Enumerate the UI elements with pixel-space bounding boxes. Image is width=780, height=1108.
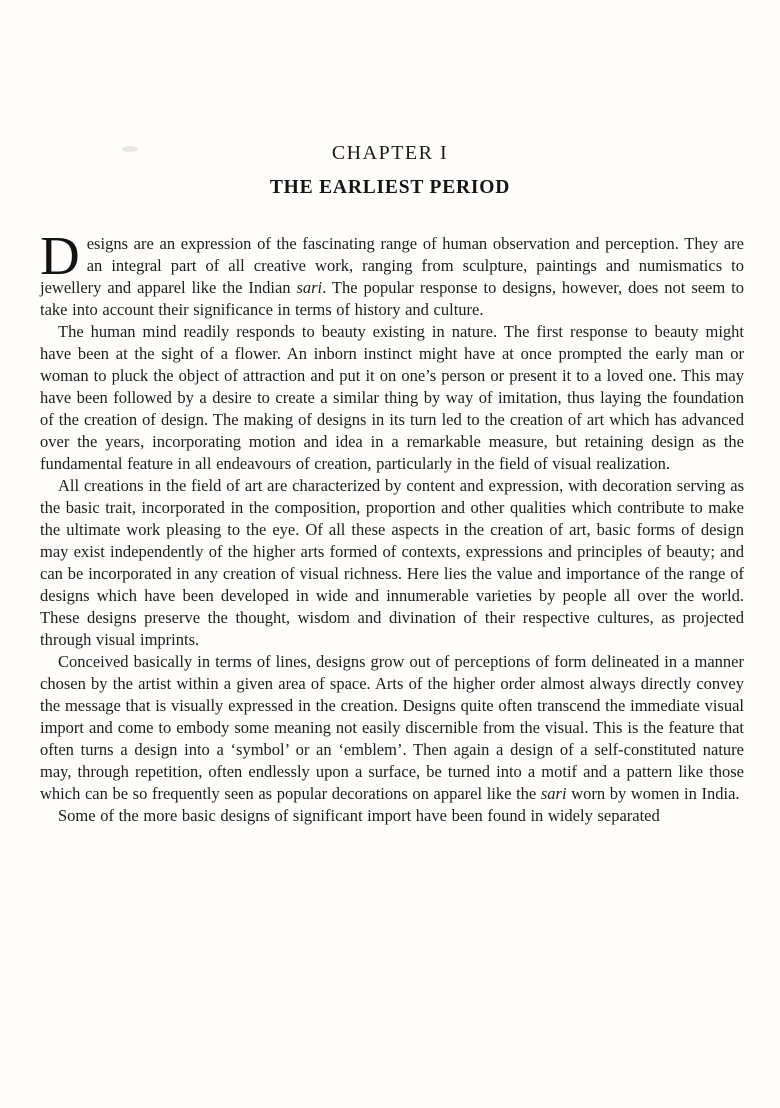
paragraph-3: All creations in the field of art are characterized by content and expression, with decoration serving as the basic trait, incorporated in the composition, proportion and other qualities which contribute to make the ultimate work pleasing to the eye. Of all these aspects in the creation of art, basic forms of design may exist independently of the higher arts formed of contexts, expressions and principles of beauty; and can be incorporated in any creation of visual richness. Here lies the value and importance of the range of designs which have been developed in wide and innumerable varieties by people all over the world. These designs preserve the thought, wisdom and divination of their respective cultures, as projected through visual imprints. — [40, 476, 744, 649]
paragraph-2: The human mind readily responds to beauty existing in nature. The first response to beauty might have been at the sight of a flower. An inborn instinct might have at once prompted the early man or woman to pluck the object of attraction and put it on one’s person or present it to a loved one. This may have been followed by a desire to create a similar thing by way of imitation, thus laying the foundation of the creation of design. The making of designs in its turn led to the creation of art which has advanced over the years, incorporating motion and idea in a remarkable measure, but retaining design as the fundamental feature in all endeavours of creation, particularly in the field of visual realization. — [40, 322, 744, 473]
chapter-title: THE EARLIEST PERIOD — [269, 177, 511, 198]
scan-smudge — [122, 146, 138, 152]
paragraph-4: Conceived basically in terms of lines, designs grow out of perceptions of form delineated in a manner chosen by the artist within a given area of space. Arts of the higher order almost always directly convey the message that is visually expressed in the creation. Designs quite often transcend the immediate visual import and come to embody some meaning not easily discernible from the visual. This is the feature that often turns a design into a ‘symbol’ or an ‘emblem’. Then again a design of a self-constituted nature may, through repetition, often endlessly upon a surface, be turned into a motif and a pattern like those which can be so frequently seen as popular decorations on apparel like the sari worn by women in India. — [40, 652, 744, 803]
drop-cap: D — [40, 225, 80, 286]
paragraph-5: Some of the more basic designs of significant import have been found in widely separated — [58, 806, 660, 825]
body-text — [0, 225, 780, 827]
paragraph-1-text: esigns are an expression of the fascinating range of human observation and perception. They are an integral part of all creative work, ranging from sculpture, paintings and numismatics to jewellery and apparel like the Indian sari. The popular response to designs, however, does not seem to take into account their significance in terms of history and culture. — [40, 234, 744, 319]
chapter-heading: CHAPTER I — [331, 142, 449, 164]
paragraph-1 — [40, 225, 744, 321]
